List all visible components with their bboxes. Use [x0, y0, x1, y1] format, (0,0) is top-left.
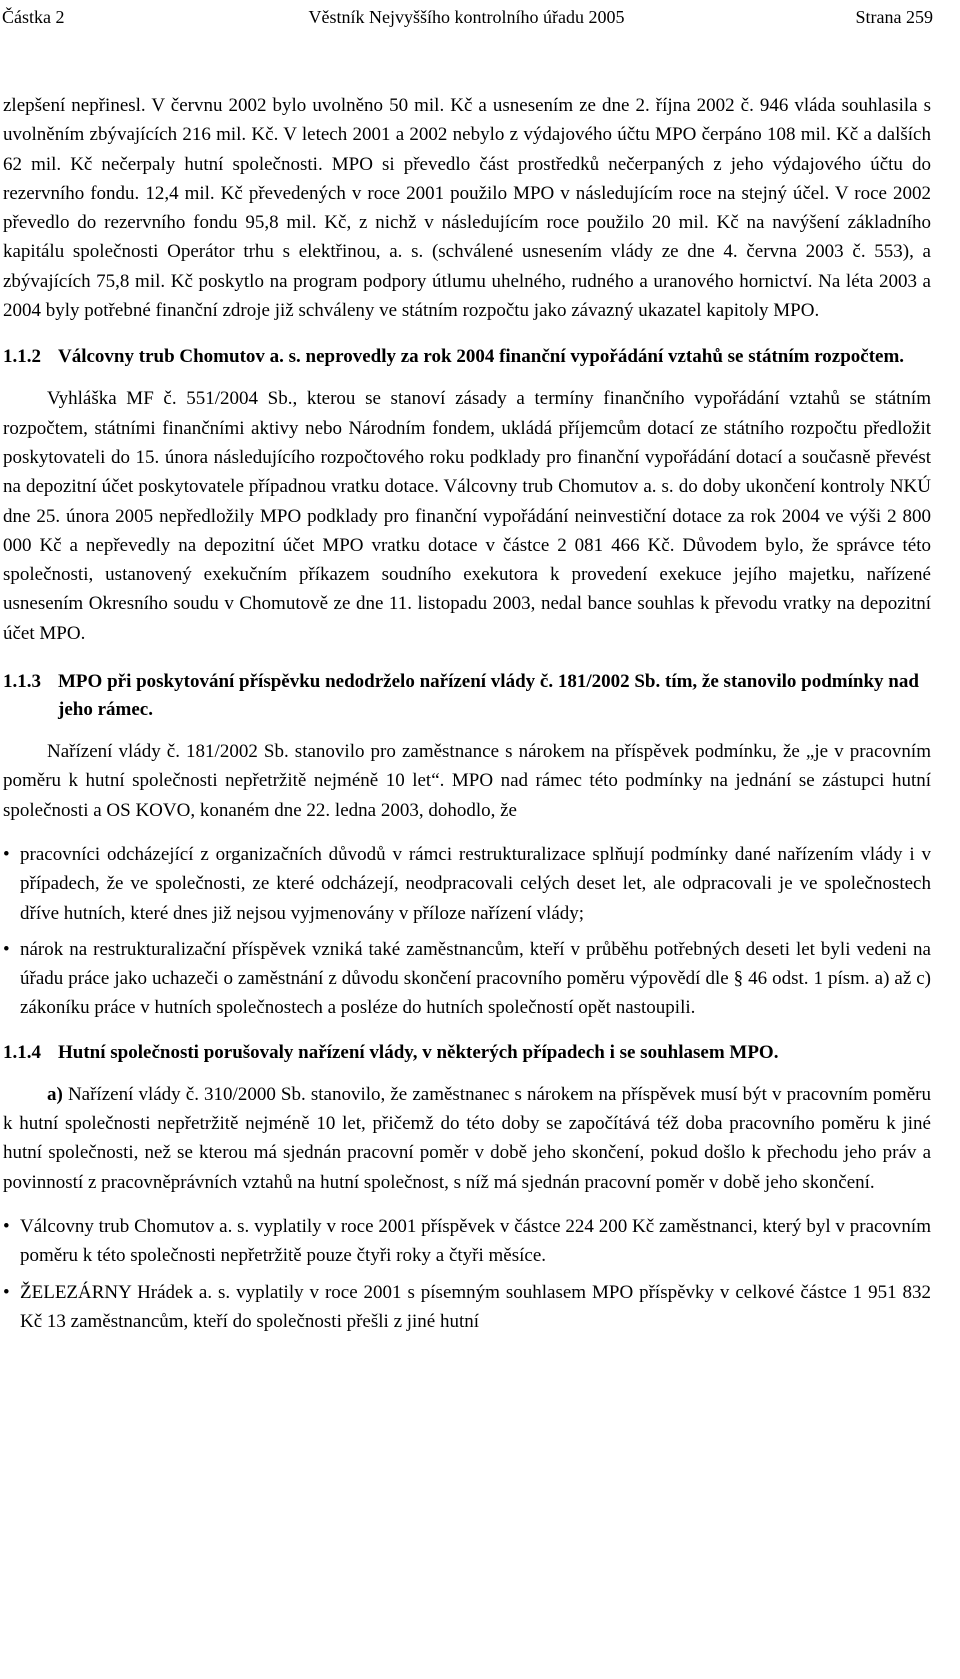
list-item: • nárok na restrukturalizační příspěvek vzniká také zaměstnancům, kteří v průběhu potřebných deseti let byli vedeni na úřadu práce jako uchazeči o zaměstnání z důvodu skončení pracovního poměru výpovědí dle § 46 odst. 1 písm. a) až c) zákoníku práce v hutních společnostech a posléze do hutních společností opět nastoupili.	[3, 935, 931, 1023]
section-number: 1.1.3	[3, 671, 41, 693]
page-header	[0, 6, 933, 28]
section-paragraph	[3, 1080, 931, 1197]
section-title: Hutní společnosti porušovaly nařízení vlády, v některých případech i se souhlasem MPO.	[58, 1041, 779, 1063]
bullet-list	[3, 1212, 931, 1336]
intro-paragraph: zlepšení nepřinesl. V červnu 2002 bylo uvolněno 50 mil. Kč a usnesením ze dne 2. října 2002 č. 946 vláda souhlasila s uvolněním zbývajících 216 mil. Kč. V letech 2001 a 2002 nebylo z výdajového účtu MPO čerpáno 108 mil. Kč a dalších 62 mil. Kč nečerpaly hutní společnosti. MPO si převedlo část prostředků nečerpaných z jeho výdajového účtu do rezervního fondu. 12,4 mil. Kč převedených v roce 2001 použilo MPO v následujícím roce na stejný účel. V roce 2002 převedlo do rezervního fondu 95,8 mil. Kč, z nichž v následujícím roce použilo 20 mil. Kč na navýšení základního kapitálu společnosti Operátor trhu s elektřinou, a. s. (schválené usnesením vlády ze dne 4. června 2003 č. 553), a zbývajících 75,8 mil. Kč poskytlo na program podpory útlumu uhelného, rudného a uranového hornictví. Na léta 2003 a 2004 byly potřebné finanční zdroje již schváleny ve státním rozpočtu jako závazný ukazatel kapitoly MPO.	[3, 95, 931, 322]
section-title: MPO při poskytování příspěvku nedodrželo nařízení vlády č. 181/2002 Sb. tím, že stanovilo podmínky nad jeho rámec.	[58, 671, 919, 721]
paragraph-text: Nařízení vlády č. 310/2000 Sb. stanovilo, že zaměstnanec s nárokem na příspěvek musí být v pracovním poměru k hutní společnosti nepřetržitě nejméně 10 let, přičemž do této doby se započítává též doba pracovního poměru k jiné hutní společnosti, než se kterou má sjednán pracovní poměr v době jeho skončení, pokud došlo k přechodu jeho práv a povinností z pracovněprávních vztahů na hutní společnost, s níž má sjednán pracovní poměr v době jeho skončení.	[3, 1083, 931, 1193]
header-issue: Částka 2	[2, 7, 65, 27]
page-body	[3, 91, 931, 1343]
paragraph-label: a)	[47, 1083, 63, 1105]
section-title: Válcovny trub Chomutov a. s. neprovedly za rok 2004 finanční vypořádání vztahů se státním rozpočtem.	[58, 346, 905, 368]
section-heading-1-1-2	[3, 343, 931, 371]
list-item: • ŽELEZÁRNY Hrádek a. s. vyplatily v roce 2001 s písemným souhlasem MPO příspěvky v celkové částce 1 951 832 Kč 13 zaměstnancům, kteří do společnosti přešli z jiné hutní	[3, 1278, 931, 1337]
bullet-list	[3, 840, 931, 1023]
section-number: 1.1.4	[3, 1041, 41, 1063]
header-journal-title: Věstník Nejvyššího kontrolního úřadu 2005	[308, 7, 625, 27]
section-paragraph: Vyhláška MF č. 551/2004 Sb., kterou se stanoví zásady a termíny finančního vypořádání vztahů se státním rozpočtem, státními finančními aktivy nebo Národním fondem, ukládá příjemcům dotací ze státního rozpočtu předložit poskytovateli do 15. února následujícího rozpočtového roku podklady pro finanční vypořádání dotací a současně převést na depozitní účet poskytovatele případnou vratku dotace. Válcovny trub Chomutov a. s. do doby ukončení kontroly NKÚ dne 25. února 2005 nepředložily MPO podklady pro finanční vypořádání neinvestiční dotace za rok 2004 ve výši 2 800 000 Kč a nepřevedly na depozitní účet MPO vratku dotace v částce 2 081 466 Kč. Důvodem bylo, že správce této společnosti, ustanovený exekučním příkazem soudního exekutora k provedení exekuce jejího majetku, nařízené usnesením Okresního soudu v Chomutově ze dne 11. listopadu 2003, nedal bance souhlas k převodu vratky na depozitní účet MPO.	[3, 388, 931, 644]
list-item: • pracovníci odcházející z organizačních důvodů v rámci restrukturalizace splňují podmínky dané nařízením vlády i v případech, že ve společnosti, ze které odcházejí, neodpracovali celých deset let, ale odpracovali je ve společnostech dříve hutních, které dnes již nejsou vyjmenovány v příloze nařízení vlády;	[3, 840, 931, 928]
section-heading-1-1-3	[3, 668, 931, 724]
section-paragraph: Nařízení vlády č. 181/2002 Sb. stanovilo pro zaměstnance s nárokem na příspěvek podmínku, že „je v pracovním poměru k hutní společnosti nepřetržitě nejméně 10 let“. MPO nad rámec této podmínky na jednání se zástupci hutní společnosti a OS KOVO, konaném dne 22. ledna 2003, dohodlo, že	[3, 741, 931, 821]
section-number: 1.1.2	[3, 346, 41, 368]
list-item: • Válcovny trub Chomutov a. s. vyplatily v roce 2001 příspěvek v částce 224 200 Kč zaměstnanci, který byl v pracovním poměru k této společnosti nepřetržitě pouze čtyři roky a čtyři měsíce.	[3, 1212, 931, 1271]
header-page-number: Strana 259	[855, 7, 933, 27]
section-heading-1-1-4	[3, 1039, 931, 1067]
